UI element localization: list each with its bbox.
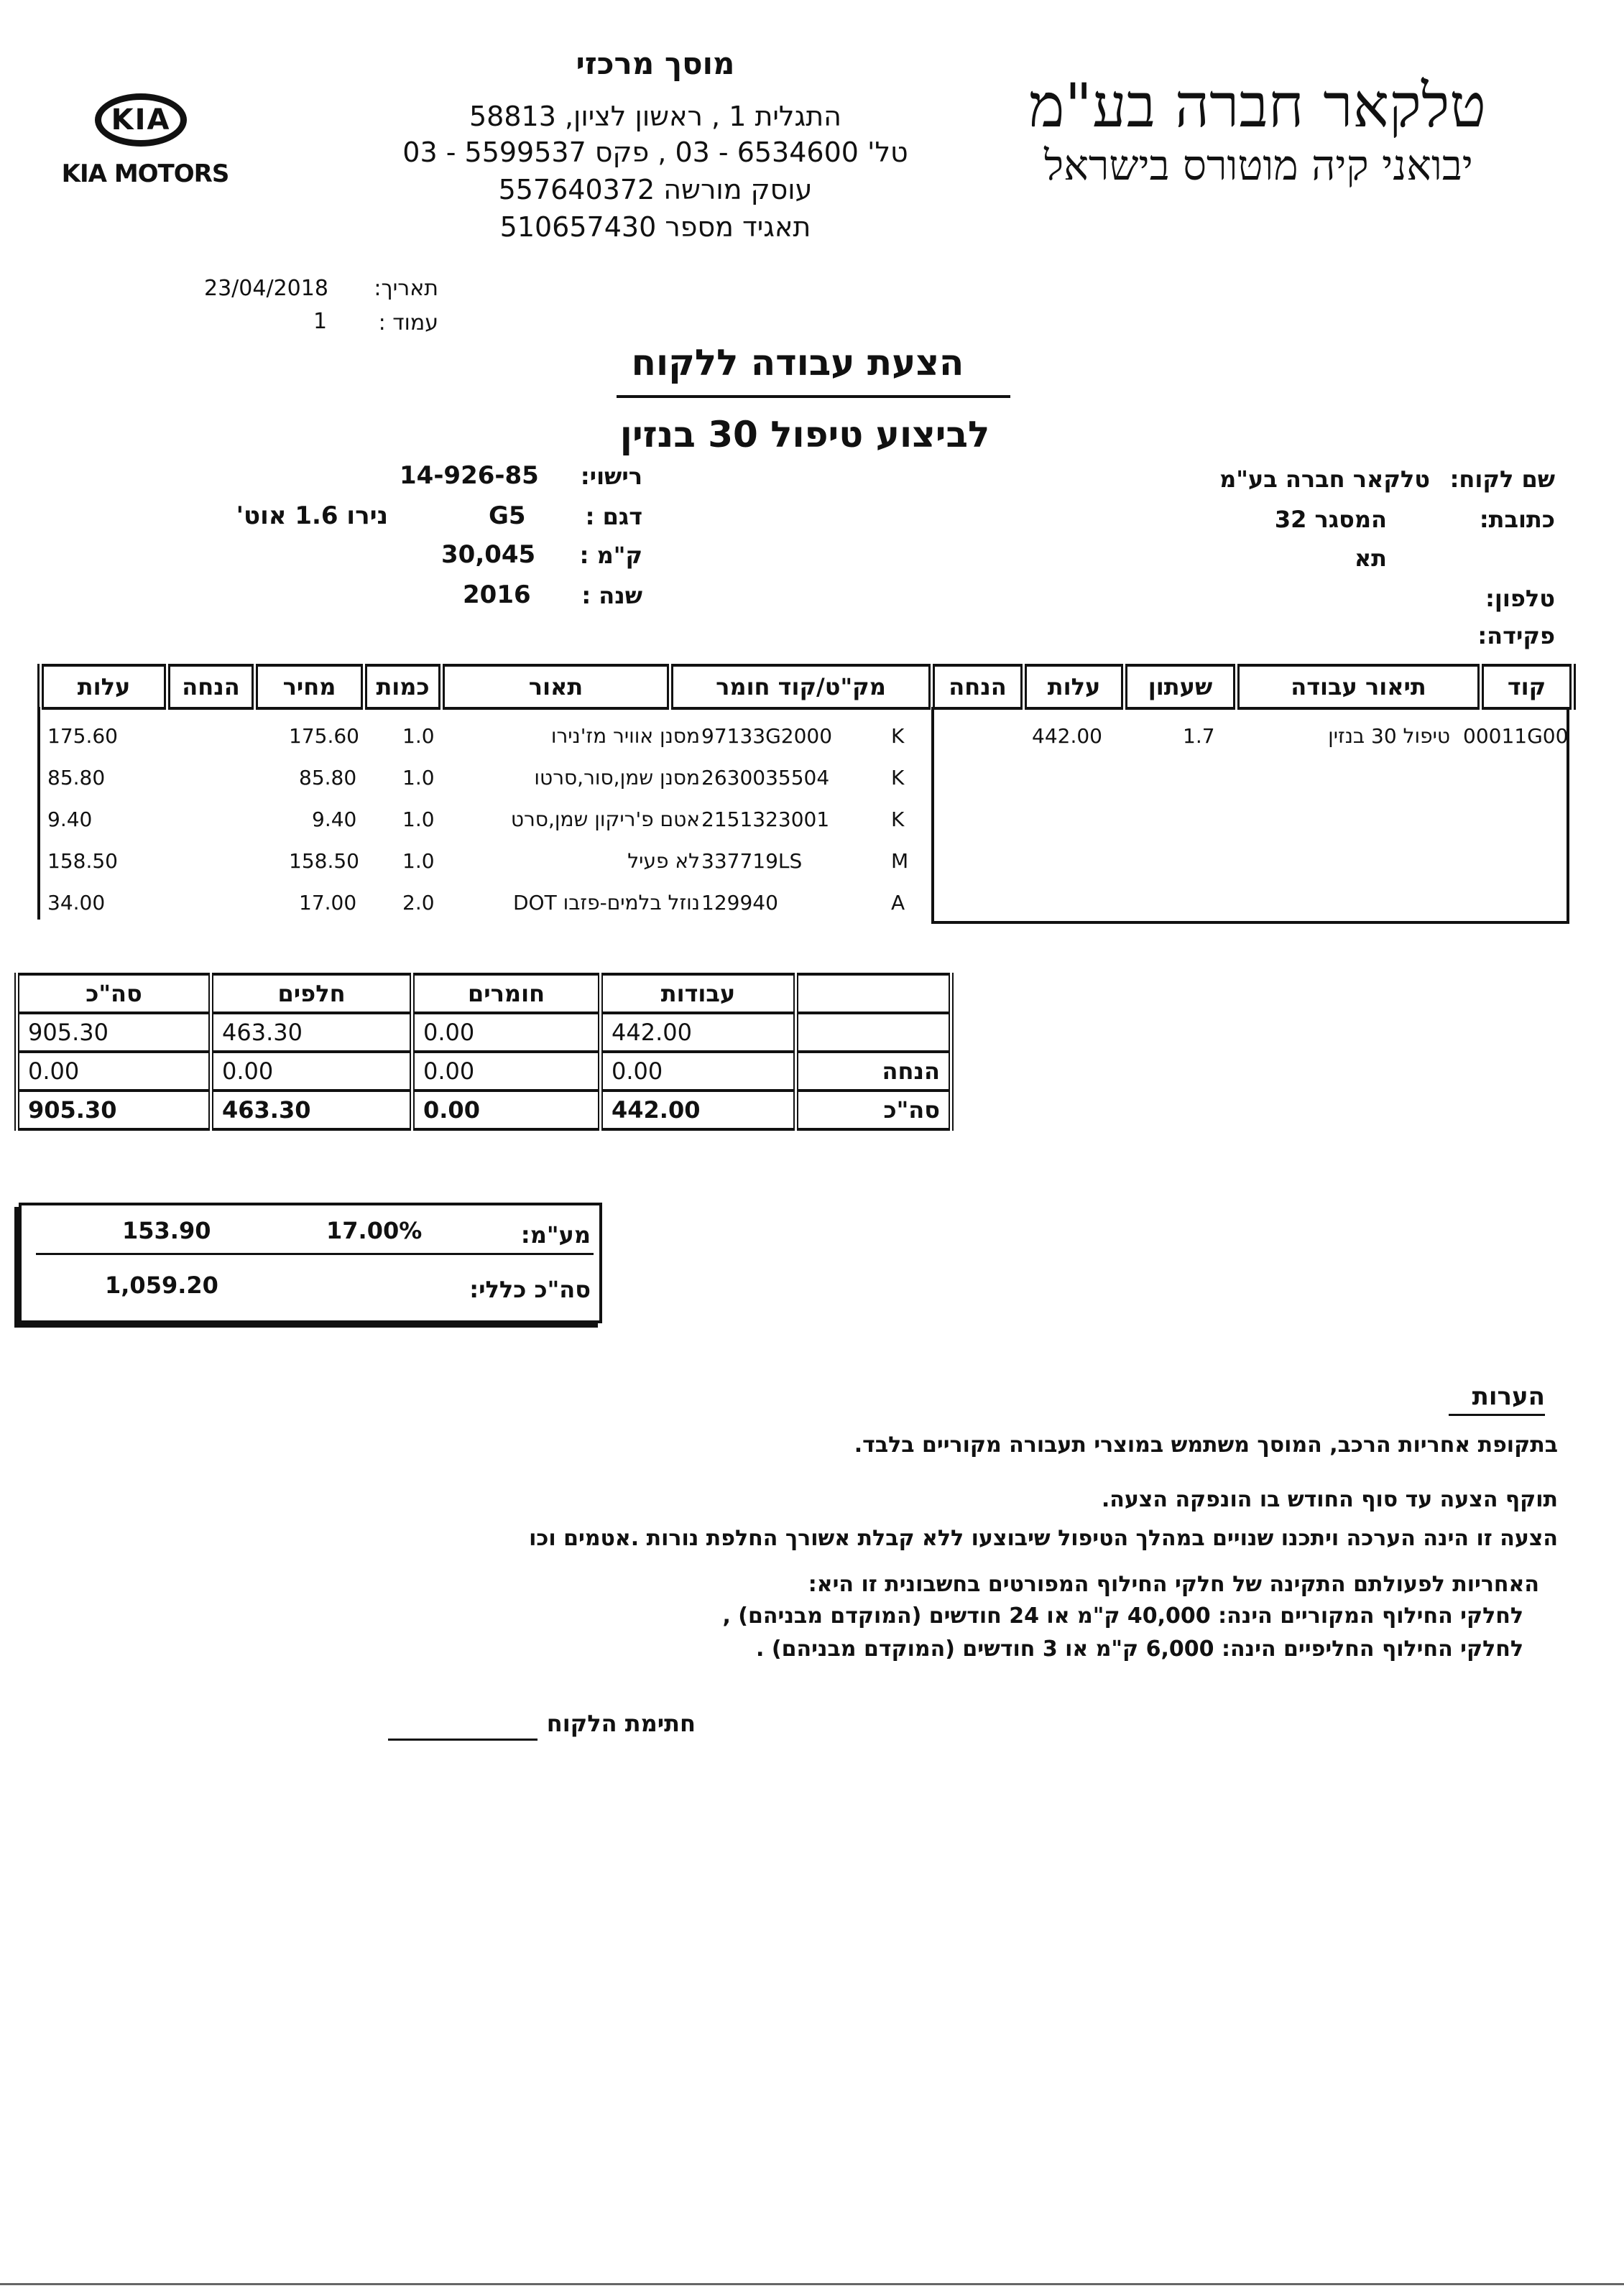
part-price: 175.60 — [289, 724, 359, 748]
date-value: 23/04/2018 — [204, 276, 328, 301]
customer-address-label: כתובת: — [1479, 506, 1555, 533]
customer-role-label: פקידה: — [1477, 622, 1555, 649]
customer-name-value: טלקאר חברה בע"מ — [1219, 466, 1430, 493]
totals-row-label — [796, 1013, 951, 1052]
model-description: נירו 1.6 אוט' — [236, 501, 388, 530]
note-line: האחריות לפעולתם התקינה של חלקי החילוף המפורטים בחשבונית זו היא: — [808, 1572, 1539, 1597]
part-type: K — [891, 724, 905, 748]
totals-row — [17, 1091, 951, 1129]
page-label: עמוד : — [378, 310, 438, 335]
totals-parts: 463.30 — [211, 1091, 412, 1129]
garage-dealer-id: עוסק מורשה 557640372 — [498, 174, 813, 205]
model-value: G5 — [489, 501, 526, 530]
part-cost: 158.50 — [47, 849, 118, 873]
col-part-sku: מק"ט/קוד חומר — [670, 665, 932, 708]
col-part-desc: תאור — [442, 665, 670, 708]
page-value: 1 — [313, 309, 328, 334]
model-label: דגם : — [585, 503, 642, 530]
company-name: טלקאר חברה בע"מ — [1028, 70, 1486, 141]
jobs-table-header — [37, 664, 1576, 710]
vat-summary-box — [19, 1203, 602, 1323]
totals-total: 905.30 — [17, 1091, 211, 1129]
part-price: 9.40 — [312, 807, 357, 831]
totals-labor: 0.00 — [601, 1052, 796, 1091]
part-row — [37, 797, 928, 839]
part-type: K — [891, 766, 905, 790]
part-sku: 337719LS — [701, 849, 803, 873]
km-value: 30,045 — [441, 540, 536, 569]
notes-title-underline — [1449, 1414, 1545, 1416]
company-subtitle: יבואני קיה מוטורס בישראל — [1043, 141, 1473, 190]
signature-label: חתימת הלקוח — [546, 1710, 696, 1737]
totals-total: 0.00 — [17, 1052, 211, 1091]
labor-hours: 1.7 — [1183, 724, 1215, 748]
totals-col-total: סה"כ — [17, 974, 211, 1013]
part-qty: 2.0 — [402, 891, 435, 915]
garage-corp-id: תאגיד מספר 510657430 — [499, 211, 811, 243]
part-cost: 34.00 — [47, 891, 106, 915]
part-price: 85.80 — [299, 766, 357, 790]
part-cost: 9.40 — [47, 807, 93, 831]
totals-row — [17, 1052, 951, 1091]
date-label: תאריך: — [374, 276, 438, 301]
totals-materials: 0.00 — [412, 1091, 601, 1129]
totals-labor: 442.00 — [601, 1013, 796, 1052]
totals-col-parts: חלפים — [211, 974, 412, 1013]
part-qty: 1.0 — [402, 807, 435, 831]
part-row — [37, 881, 928, 922]
col-labor-cost: עלות — [1024, 665, 1125, 708]
signature-line — [388, 1739, 538, 1741]
license-label: רישוי: — [580, 463, 642, 490]
note-line: לחלקי החילוף המקוריים הינה: 40,000 ק"מ או 24 חודשים (המוקדם מבניהם) , — [722, 1603, 1523, 1629]
note-line: בתקופת אחריות הרכב, המוסך משתמש במוצרי תעבורה מקוריים בלבד. — [854, 1432, 1558, 1458]
kia-logo-mark: KIA — [95, 93, 187, 147]
col-labor-hours: שעתון — [1125, 665, 1237, 708]
title-underline — [617, 395, 1010, 398]
jobs-table-body — [37, 707, 1569, 924]
part-qty: 1.0 — [402, 849, 435, 873]
labor-description: טיפול 30 בנזין — [1328, 724, 1450, 748]
kia-logo-caption: KIA MOTORS — [61, 159, 229, 188]
grand-total-value: 1,059.20 — [105, 1272, 218, 1299]
part-type: M — [891, 849, 909, 873]
part-qty: 1.0 — [402, 766, 435, 790]
part-type: A — [891, 891, 905, 915]
totals-col-label — [796, 974, 951, 1013]
part-sku: 2630035504 — [701, 766, 830, 790]
km-label: ק"מ : — [579, 542, 642, 569]
totals-labor: 442.00 — [601, 1091, 796, 1129]
note-line: לחלקי החילוף החליפיים הינה: 6,000 ק"מ או 3 חודשים (המוקדם מבניהם) . — [756, 1637, 1523, 1662]
customer-city-value: תא — [1354, 545, 1387, 572]
part-cost: 85.80 — [47, 766, 106, 790]
col-part-cost: עלות — [41, 665, 167, 708]
part-price: 158.50 — [289, 849, 359, 873]
col-part-price: מחיר — [255, 665, 364, 708]
part-qty: 1.0 — [402, 724, 435, 748]
page-title: הצעת עבודה ללקוח — [631, 342, 964, 384]
totals-parts: 0.00 — [211, 1052, 412, 1091]
vat-value: 153.90 — [122, 1217, 211, 1244]
totals-materials: 0.00 — [412, 1013, 601, 1052]
part-row — [37, 756, 928, 797]
labor-code: 00011G00 — [1463, 724, 1569, 748]
totals-row-label: הנחה — [796, 1052, 951, 1091]
part-description: נוזל בלמים-פזבו DOT — [512, 891, 700, 915]
totals-row — [17, 1013, 951, 1052]
page-subtitle: לביצוע טיפול 30 בנזין — [619, 414, 990, 455]
part-row — [37, 839, 928, 881]
totals-table — [14, 973, 954, 1131]
year-label: שנה : — [581, 582, 642, 609]
totals-col-materials: חומרים — [412, 974, 601, 1013]
col-labor-code: קוד — [1481, 665, 1573, 708]
part-sku: 97133G2000 — [701, 724, 833, 748]
part-cost: 175.60 — [47, 724, 118, 748]
col-labor-desc: תיאור עבודה — [1237, 665, 1481, 708]
part-description: לא פעיל — [627, 849, 700, 873]
customer-phone-label: טלפון: — [1485, 585, 1555, 612]
notes-title: הערות — [1472, 1382, 1545, 1411]
vat-label: מע"מ: — [520, 1221, 591, 1249]
garage-title: מוסך מרכזי — [576, 46, 735, 81]
vat-rate: 17.00% — [326, 1217, 423, 1244]
part-type: K — [891, 807, 905, 831]
note-line: תוקף הצעה עד סוף החודש בו הונפקה הצעה. — [1101, 1487, 1558, 1512]
totals-col-labor: עבודות — [601, 974, 796, 1013]
totals-materials: 0.00 — [412, 1052, 601, 1091]
year-value: 2016 — [463, 580, 531, 609]
part-row — [37, 714, 928, 756]
part-description: מסנן שמן,סור,סרטו — [534, 766, 700, 790]
vat-divider — [36, 1253, 594, 1255]
totals-header-row — [17, 974, 951, 1013]
part-sku: 129940 — [701, 891, 778, 915]
scan-edge — [0, 2283, 1624, 2285]
part-sku: 2151323001 — [701, 807, 830, 831]
customer-name-label: שם לקוח: — [1449, 466, 1555, 493]
garage-phone: טל' 6534600 - 03 , פקס 5599537 - 03 — [402, 136, 908, 168]
license-value: 14-926-85 — [400, 461, 539, 490]
col-part-qty: כמות — [364, 665, 442, 708]
totals-parts: 463.30 — [211, 1013, 412, 1052]
grand-total-label: סה"כ כללי: — [469, 1276, 591, 1303]
part-description: אטם פ'ריקון שמן,סרט — [510, 807, 700, 831]
totals-total: 905.30 — [17, 1013, 211, 1052]
note-line: הצעה זו הינה הערכה ויתכנו שנויים במהלך הטיפול שיבוצעו ללא קבלת אשורך החלפת נורות .אטמים וכו — [529, 1526, 1558, 1551]
part-description: מסנן אוויר מז'נירו — [550, 724, 700, 748]
garage-address: התגלית 1 , ראשון לציון, 58813 — [469, 101, 842, 132]
col-labor-discount: הנחה — [932, 665, 1024, 708]
col-part-discount: הנחה — [167, 665, 255, 708]
labor-cost: 442.00 — [1032, 724, 1102, 748]
part-price: 17.00 — [299, 891, 357, 915]
customer-address-value: המסגר 32 — [1274, 506, 1387, 533]
totals-row-label: סה"כ — [796, 1091, 951, 1129]
